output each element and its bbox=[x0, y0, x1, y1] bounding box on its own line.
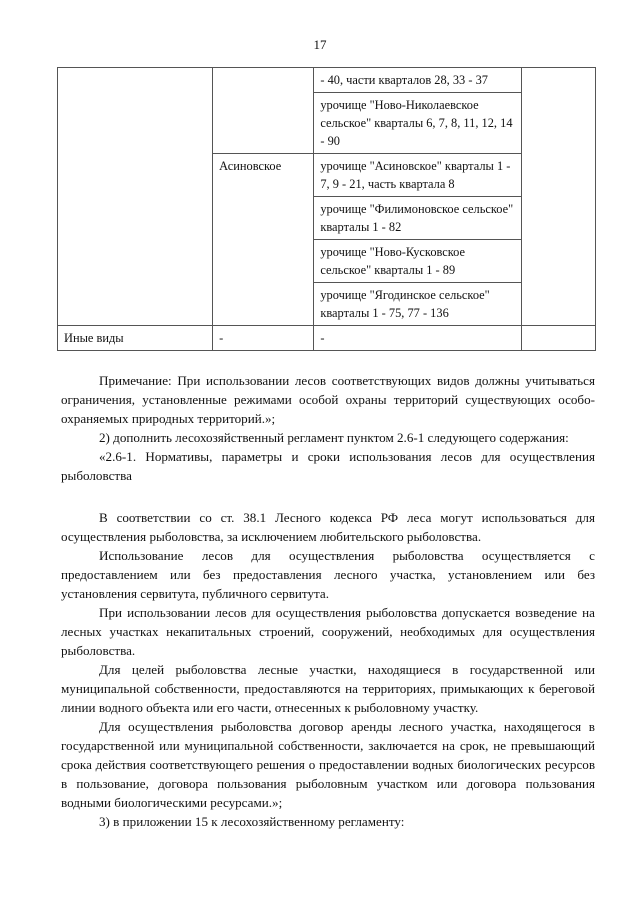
paragraph: Для целей рыболовства лесные участки, находящиеся в государственной или муниципальной собственности, предоставляются на территориях, примыкающих к береговой линии водного объекта или его части, отнесенных к рыболовному участку. bbox=[61, 662, 595, 715]
note-paragraph: Примечание: При использовании лесов соответствующих видов должны учитываться ограничения, установленные режимами особой охраны территорий существующих особо-охраняемых природных территорий.»; bbox=[61, 373, 595, 426]
page-number: 17 bbox=[313, 37, 327, 52]
table-cell bbox=[58, 68, 213, 326]
table-cell-district: Асиновское bbox=[213, 154, 314, 326]
table-row bbox=[58, 68, 596, 93]
table-cell: урочище "Ягодинское сельское" кварталы 1 - 75, 77 - 136 bbox=[314, 283, 522, 326]
item-3-paragraph: 3) в приложении 15 к лесохозяйственному регламенту: bbox=[99, 814, 405, 829]
body-text bbox=[61, 371, 595, 831]
table-cell: урочище "Филимоновское сельское" кварталы 1 - 82 bbox=[314, 197, 522, 240]
table-cell: урочище "Ново-Николаевское сельское" кварталы 6, 7, 8, 11, 12, 14 - 90 bbox=[314, 93, 522, 154]
section-heading: «2.6-1. Нормативы, параметры и сроки использования лесов для осуществления рыболовства bbox=[61, 449, 595, 483]
forest-use-table bbox=[57, 67, 596, 351]
paragraph: При использовании лесов для осуществления рыболовства допускается возведение на лесных участках некапитальных строений, сооружений, необходимых для осуществления рыболовства. bbox=[61, 605, 595, 658]
paragraph: В соответствии со ст. 38.1 Лесного кодекса РФ леса могут использоваться для осуществления рыболовства, за исключением любительского рыболовства. bbox=[61, 510, 595, 544]
table-cell bbox=[522, 326, 596, 351]
table-cell: урочище "Асиновское" кварталы 1 - 7, 9 - 21, часть квартала 8 bbox=[314, 154, 522, 197]
table-cell-use-type: Иные виды bbox=[58, 326, 213, 351]
table-cell: - bbox=[213, 326, 314, 351]
table-cell: - 40, части кварталов 28, 33 - 37 bbox=[314, 68, 522, 93]
table-row bbox=[58, 326, 596, 351]
item-2-paragraph: 2) дополнить лесохозяйственный регламент пунктом 2.6-1 следующего содержания: bbox=[99, 430, 569, 445]
table-cell bbox=[522, 68, 596, 326]
table-cell bbox=[213, 68, 314, 154]
paragraph: Для осуществления рыболовства договор аренды лесного участка, находящегося в государственной или муниципальной собственности, заключается на срок, не превышающий срока действия соответствующего решения о предоставлении водных биологических ресурсов в пользование, договора пользования рыболовным участком или договора пользования водными биологическими ресурсами.»; bbox=[61, 719, 595, 810]
table-cell: - bbox=[314, 326, 522, 351]
table-cell: урочище "Ново-Кусковское сельское" кварталы 1 - 89 bbox=[314, 240, 522, 283]
paragraph: Использование лесов для осуществления рыболовства осуществляется с предоставлением или без предоставления лесного участка, установлением или без установления сервитута, публичного сервитута. bbox=[61, 548, 595, 601]
